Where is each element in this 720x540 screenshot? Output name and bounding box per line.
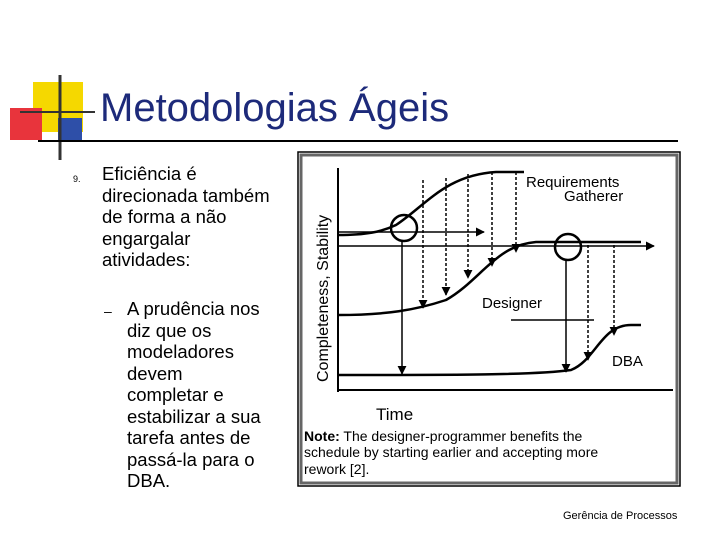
note-line-3: rework [2].	[304, 461, 370, 477]
slide-title: Metodologias Ágeis	[100, 86, 450, 130]
y-axis-label: Completeness, Stability	[315, 214, 332, 382]
slide-logo	[0, 0, 110, 170]
bullet-number: 9.	[73, 174, 81, 184]
footer-text: Gerência de Processos	[563, 510, 678, 522]
title-underline	[38, 140, 678, 142]
note-line-1	[304, 428, 583, 444]
note-bold: Note:	[304, 428, 340, 444]
sub-bullet-text: A prudência nos diz que os modeladores devem completar e estabilizar a sua tarefa antes de passá-la para o DBA.	[127, 298, 261, 491]
bullet-text: Eficiência é direcionada também de forma a não engargalar atividades:	[102, 163, 270, 270]
designer-label: Designer	[482, 295, 543, 312]
requirements-label-line1: Requirements	[526, 174, 620, 191]
requirements-label-line2: Gatherer	[564, 188, 624, 205]
workflow-figure	[296, 150, 682, 488]
x-axis-label: Time	[376, 405, 414, 424]
dba-label: DBA	[612, 353, 643, 370]
note-text-1: The designer-programmer benefits the	[339, 428, 583, 444]
logo-blue-square	[58, 118, 82, 142]
sub-bullet-marker: –	[104, 303, 112, 319]
note-line-2: schedule by starting earlier and accepting more	[304, 444, 599, 460]
